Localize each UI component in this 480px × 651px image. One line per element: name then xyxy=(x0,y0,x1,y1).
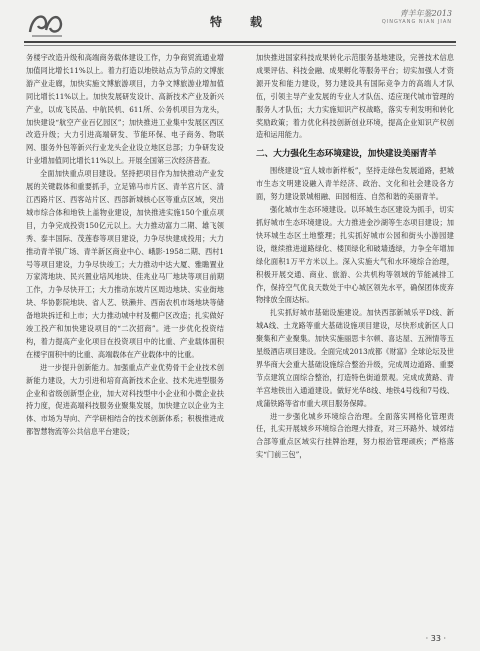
left-text-column xyxy=(26,52,224,439)
section-title: 特 载 xyxy=(209,15,270,29)
publication-brand xyxy=(382,8,452,25)
body-paragraph: 强化城市生态环境建设。以环城生态区建设为抓手，切实抓好城市生态环境建设。大力推进金沙湖等生态项目建设；加快环城生态区土地整理；扎实抓好城市公园和街头小游园建设，继续推进道路绿化、楼顶绿化和破墙透绿，力争全年增加绿化面积1万平方米以上。深入实施大气和水环境综合治理，积极开展交通、商业、旅游、公共机构等领域的节能减排工作，保持空气优良天数处于中心城区领先水平，确保团体废弃物排放全面达标。 xyxy=(256,205,454,305)
section-heading: 二、大力强化生态环境建设，加快建设美丽青羊 xyxy=(256,149,437,160)
body-paragraph: 全面加快重点项目建设。坚持把项目作为加快推动产业发展的关键载体和重要抓手，立足锦马市片区、青羊宫片区、清江西路片区、西客站片区、西部新城核心区等重点区域，突出城市综合体和地铁上盖物业建设，加快推进实施150个重点项目，力争完成投资150亿元以上。大力推动富力二期、雄飞领秀、泰丰国际、茂莲春等项目建设，力争尽快建成投用；大力推动青羊银广场、青羊新区商业中心、峨影·1958二期、西村1号等项目建设，力争尽快竣工；大力推动中达大厦、雅瞻置业万家湾地块、民兴置业培风地块、佳兆业马厂地块等项目前期工作，力争尽快开工；大力推动东坡片区周边地块、实业街地块、华协影院地块、省人艺、铁濑井、西南农机市场地块等储备地块拆迁和上市；大力推动城中村及棚户区改造；扎实做好竣工投产和加快建设项目的“二次招商”。进一步优化投资结构，着力提高产业化项目在投资项目中的比重、产业载体面积在楼宇面积中的比重、高端载体在产业载体中的比重。 xyxy=(26,169,224,359)
body-paragraph: 务楼宇改造升级和高端商务载体建设工作，力争商贸流通业增加值同比增长11%以上。着力打造以地铁站点为节点的文博旅游产业走廊，加快实施文博旅游项目，力争文博旅游业增加值同比增长11%以上。加快发展研发设计、高新技术产业及新兴产业，以成飞民品、中航民机、611所、公务机项目为龙头，加快建设“航空产业百亿园区”；加快推进工业集中发展区西区改造升级；大力引进高端研发、节能环保、电子商务、物联网、服务外包等新兴行业龙头企业设立地区总部；力争研发设计业增加值同比增长11%以上。开展全国第三次经济普查。 xyxy=(26,53,224,166)
header-rule-thick xyxy=(24,41,456,43)
body-paragraph: 加快推进国家科技成果转化示范服务基地建设，完善技术信息成果评估、科技金融、成果孵化等服务平台；切实加强人才资源开发和能力建设，努力建设具有国际竞争力的高端人才队伍，引领主导产业发展的专业人才队伍、适应现代城市管理的服务人才队伍；大力实施知识产权战略，落实专利发明和转化奖励政策；着力优化科技创新创业环境，提高企业知识产权创造和运用能力。 xyxy=(256,53,454,140)
header-rule-thin xyxy=(24,45,456,46)
body-paragraph: 围绕建设“宜人城市新样板”，坚持走绿色发展道路，把城市生态文明建设融入青羊经济、政治、文化和社会建设各方面，努力建设景城相融、田园相连、自然和谐的美丽青羊。 xyxy=(256,166,454,202)
body-paragraph: 扎实抓好城市基础设施建设。加快西部新城乐平D线、新城A线、土龙路等重大基础设施项目建设，尽快形成新区人口聚集和产业聚集。加快实施丽思卡尔顿、喜达屋、五洲情等五星级酒店项目建设。全面完成2013成都《财富》全球论坛及世界华商大会重大基础设施综合整治升级，完成周边道路、重要节点建筑立面综合整治，打造特色街道景观。完成成黄路、青羊宫地铁出入通道建设。做好光华8线、地铁4号线和7号线、成蒲铁路等省市重大项目服务保障。 xyxy=(256,308,454,408)
brand-chinese-name: 青羊年鉴2013 xyxy=(399,9,452,18)
brand-pinyin-name: QINGYANG NIAN JIAN xyxy=(381,19,452,25)
page-number: · 33 · xyxy=(425,634,446,643)
page-header xyxy=(0,0,480,46)
body-paragraph: 进一步提升创新能力。加强重点产业优势骨干企业技术创新能力建设，大力引进和培育高新技术企业、技术先进型服务企业和省级创新型企业，加大对科技型中小企业和小微企业扶持力度，促进高端科技服务业聚集发展，加快建立以企业为主体、市场为导向、产学研相结合的技术创新体系；积极推进成都智慧物流等公共信息平台建设； xyxy=(26,362,224,437)
right-text-column xyxy=(256,52,454,462)
body-paragraph: 进一步强化城乡环境综合治理。全面落实网格化管理责任，扎实开展城乡环境综合治理大排查，对三环路外、城郊结合部等重点区域实行挂牌治理，努力根治管理顽疾；严格落实“门前三包”， xyxy=(256,411,454,460)
